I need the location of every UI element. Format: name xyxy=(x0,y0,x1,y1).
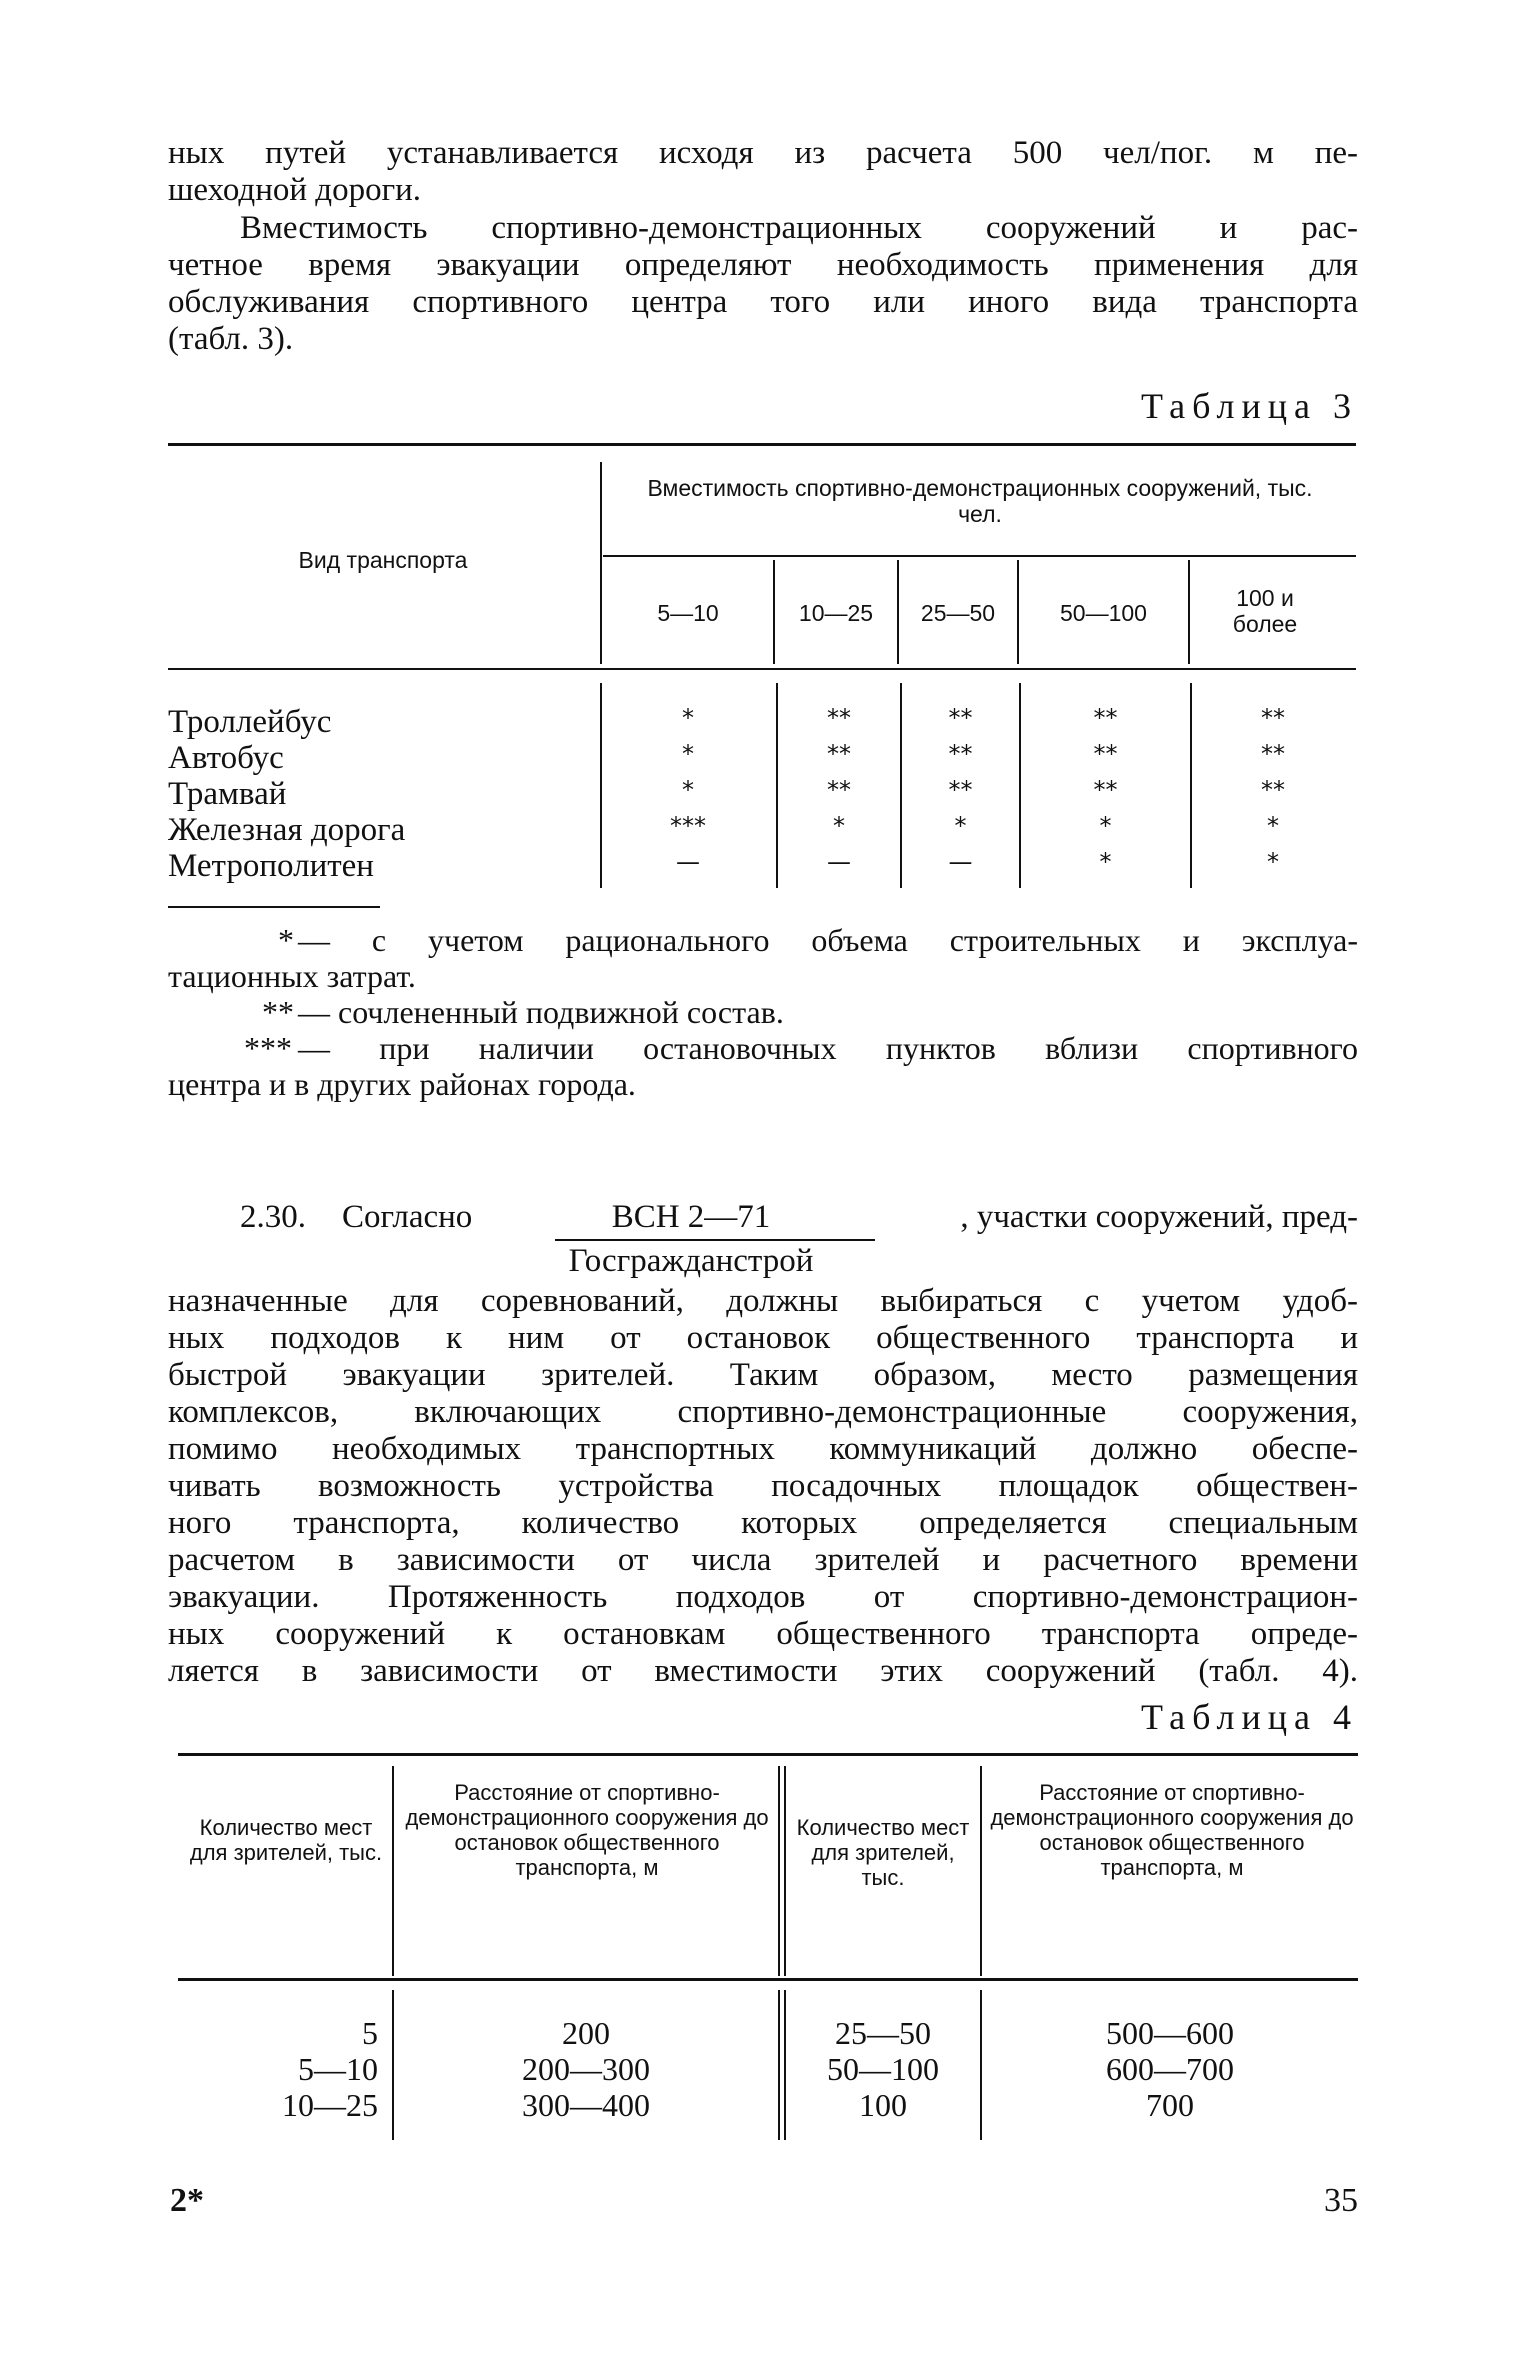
table-divider xyxy=(980,1766,982,1976)
table3-cell: * xyxy=(833,812,845,840)
text-line: ляется в зависимости от вместимости этих сооружений (табл. 4). xyxy=(168,1653,1358,1689)
table3-col-header: 10—25 xyxy=(798,600,874,626)
section-lead: Согласно xyxy=(342,1199,473,1235)
text-line: обслуживания спортивного центра того или иного вида транспорта xyxy=(168,284,1358,320)
text-line: ного транспорта, количество которых определяется специальным xyxy=(168,1505,1358,1541)
footnote-text: — с учетом рационального объема строительных и эксплуа- xyxy=(298,922,1358,958)
table-divider xyxy=(392,1766,394,1976)
text-line: ных сооружений к остановкам общественного транспорта опреде- xyxy=(168,1616,1358,1652)
footnote-rule xyxy=(168,906,380,908)
text-line: шеходной дороги. xyxy=(168,172,422,208)
table4-cell: 5—10 xyxy=(298,2051,378,2087)
table3-col-header: 100 и более xyxy=(1232,585,1298,637)
table4-header-seats: Количество мест для зрителей, тыс. xyxy=(796,1815,970,1890)
text-line: Вместимость спортивно-демонстрационных сооружений и рас- xyxy=(240,210,1358,246)
footnote-mark: *** xyxy=(244,1030,292,1066)
reference-numerator: ВСН 2—71 xyxy=(611,1199,771,1235)
table4-cell: 500—600 xyxy=(1106,2015,1234,2051)
signature-mark: 2* xyxy=(170,2182,204,2219)
table3-caption: Таблица 3 xyxy=(1141,386,1358,426)
table4-header-distance: Расстояние от спортивно-демонстрационного сооружения до остановок общественного транспорта, м xyxy=(990,1780,1354,1880)
table3-cell: * xyxy=(682,704,694,732)
reference-denominator: Госгражданстрой xyxy=(568,1243,814,1279)
table3-cell: ** xyxy=(1093,704,1118,732)
table3-cell: ** xyxy=(827,740,851,768)
table3-cell: ** xyxy=(1261,704,1285,732)
table3-cell: ** xyxy=(1093,740,1118,768)
table3-row-label: Метрополитен xyxy=(168,848,374,884)
text-line: быстрой эвакуации зрителей. Таким образом, место размещения xyxy=(168,1357,1358,1393)
table3-cell: * xyxy=(1099,812,1112,840)
table-divider xyxy=(1188,560,1190,664)
table4-cell: 600—700 xyxy=(1106,2051,1234,2087)
table3-cell: — xyxy=(948,848,973,876)
table3-cell: ** xyxy=(1093,776,1118,804)
table3-col-header: 25—50 xyxy=(920,600,996,626)
table3-cell: ** xyxy=(1261,740,1285,768)
table3-cell: ** xyxy=(948,776,973,804)
table3-row-label: Трамвай xyxy=(168,776,287,812)
table3-row-label: Железная дорога xyxy=(168,812,406,848)
intro-paragraph xyxy=(168,135,1358,209)
table3-cell: * xyxy=(1099,848,1112,876)
table3-cell: — xyxy=(676,848,700,876)
table4-header-seats: Количество мест для зрителей, тыс. xyxy=(189,1815,383,1865)
table4-header-distance: Расстояние от спортивно-демонстрационного сооружения до остановок общественного транспорта, м xyxy=(405,1780,769,1880)
table3-cell: * xyxy=(682,740,694,768)
table3-cell: — xyxy=(827,848,851,876)
table3-col-header: 50—100 xyxy=(1060,600,1147,626)
table-rule xyxy=(603,555,1356,557)
table-rule xyxy=(168,443,1356,446)
text-line: эвакуации. Протяженность подходов от спортивно-демонстрацион- xyxy=(168,1579,1358,1615)
table4-cell: 5 xyxy=(362,2015,378,2051)
table-divider xyxy=(778,1990,780,2140)
text-line: (табл. 3). xyxy=(168,321,294,357)
text-line: ных путей устанавливается исходя из расчета 500 чел/пог. м пе- xyxy=(168,135,1358,171)
text-line: назначенные для соревнований, должны выбираться с учетом удоб- xyxy=(168,1283,1358,1319)
table4-cell: 200 xyxy=(562,2015,610,2051)
section-number: 2.30. xyxy=(240,1199,306,1235)
capacity-paragraph xyxy=(168,210,1358,358)
table3-cell: * xyxy=(1267,848,1279,876)
table3-cell: *** xyxy=(670,812,706,840)
table3-cell: ** xyxy=(1261,776,1285,804)
table3-cell: ** xyxy=(948,704,973,732)
table4-cell: 10—25 xyxy=(282,2087,378,2123)
footnote-text: — при наличии остановочных пунктов вблизи спортивного xyxy=(298,1030,1358,1066)
table-rule xyxy=(168,668,1356,670)
table3-col-header: 5—10 xyxy=(657,600,719,626)
table4-cell: 700 xyxy=(1146,2087,1194,2123)
table4-cell: 100 xyxy=(859,2087,907,2123)
table-divider xyxy=(600,462,602,664)
table4-cell: 25—50 xyxy=(835,2015,931,2051)
table3-cell: * xyxy=(682,776,694,804)
page-number: 35 xyxy=(1324,2182,1358,2219)
text-line: помимо необходимых транспортных коммуникаций должно обеспе- xyxy=(168,1431,1358,1467)
section-body xyxy=(168,1283,1358,1690)
table3-cell: ** xyxy=(948,740,973,768)
table-divider xyxy=(600,683,602,888)
table-rule xyxy=(178,1753,1358,1756)
table4-cell: 50—100 xyxy=(827,2051,939,2087)
table3-cell: * xyxy=(954,812,967,840)
text-line: комплексов, включающих спортивно-демонстрационные сооружения, xyxy=(168,1394,1358,1430)
table3-cell: ** xyxy=(827,776,851,804)
table3-header-capacity: Вместимость спортивно-демонстрационных сооружений, тыс. чел. xyxy=(647,475,1313,527)
table3-cell: * xyxy=(1267,812,1279,840)
table4-cell: 300—400 xyxy=(522,2087,650,2123)
text-line: четное время эвакуации определяют необходимость применения для xyxy=(168,247,1358,283)
text-line: расчетом в зависимости от числа зрителей и расчетного времени xyxy=(168,1542,1358,1578)
footnote-mark: * xyxy=(278,922,294,958)
table3-row-label: Троллейбус xyxy=(168,704,332,740)
table3-cell: ** xyxy=(827,704,851,732)
table-rule xyxy=(178,1978,1358,1981)
footnote-text: центра и в других районах города. xyxy=(168,1066,636,1102)
footnote-text: тационных затрат. xyxy=(168,958,416,994)
table-divider xyxy=(784,1766,786,1976)
table4-caption: Таблица 4 xyxy=(1141,1697,1358,1737)
text-line: чивать возможность устройства посадочных площадок обществен- xyxy=(168,1468,1358,1504)
table-divider xyxy=(778,1766,780,1976)
table4-cell: 200—300 xyxy=(522,2051,650,2087)
text-line: ных подходов к ним от остановок общественного транспорта и xyxy=(168,1320,1358,1356)
table3-row-label: Автобус xyxy=(168,740,284,776)
footnote-text: — сочлененный подвижной состав. xyxy=(298,994,784,1030)
table3-header-transport: Вид транспорта xyxy=(298,547,468,573)
fraction-bar xyxy=(555,1239,875,1241)
footnote-mark: ** xyxy=(262,994,294,1030)
section-tail: , участки сооружений, пред- xyxy=(960,1199,1358,1235)
